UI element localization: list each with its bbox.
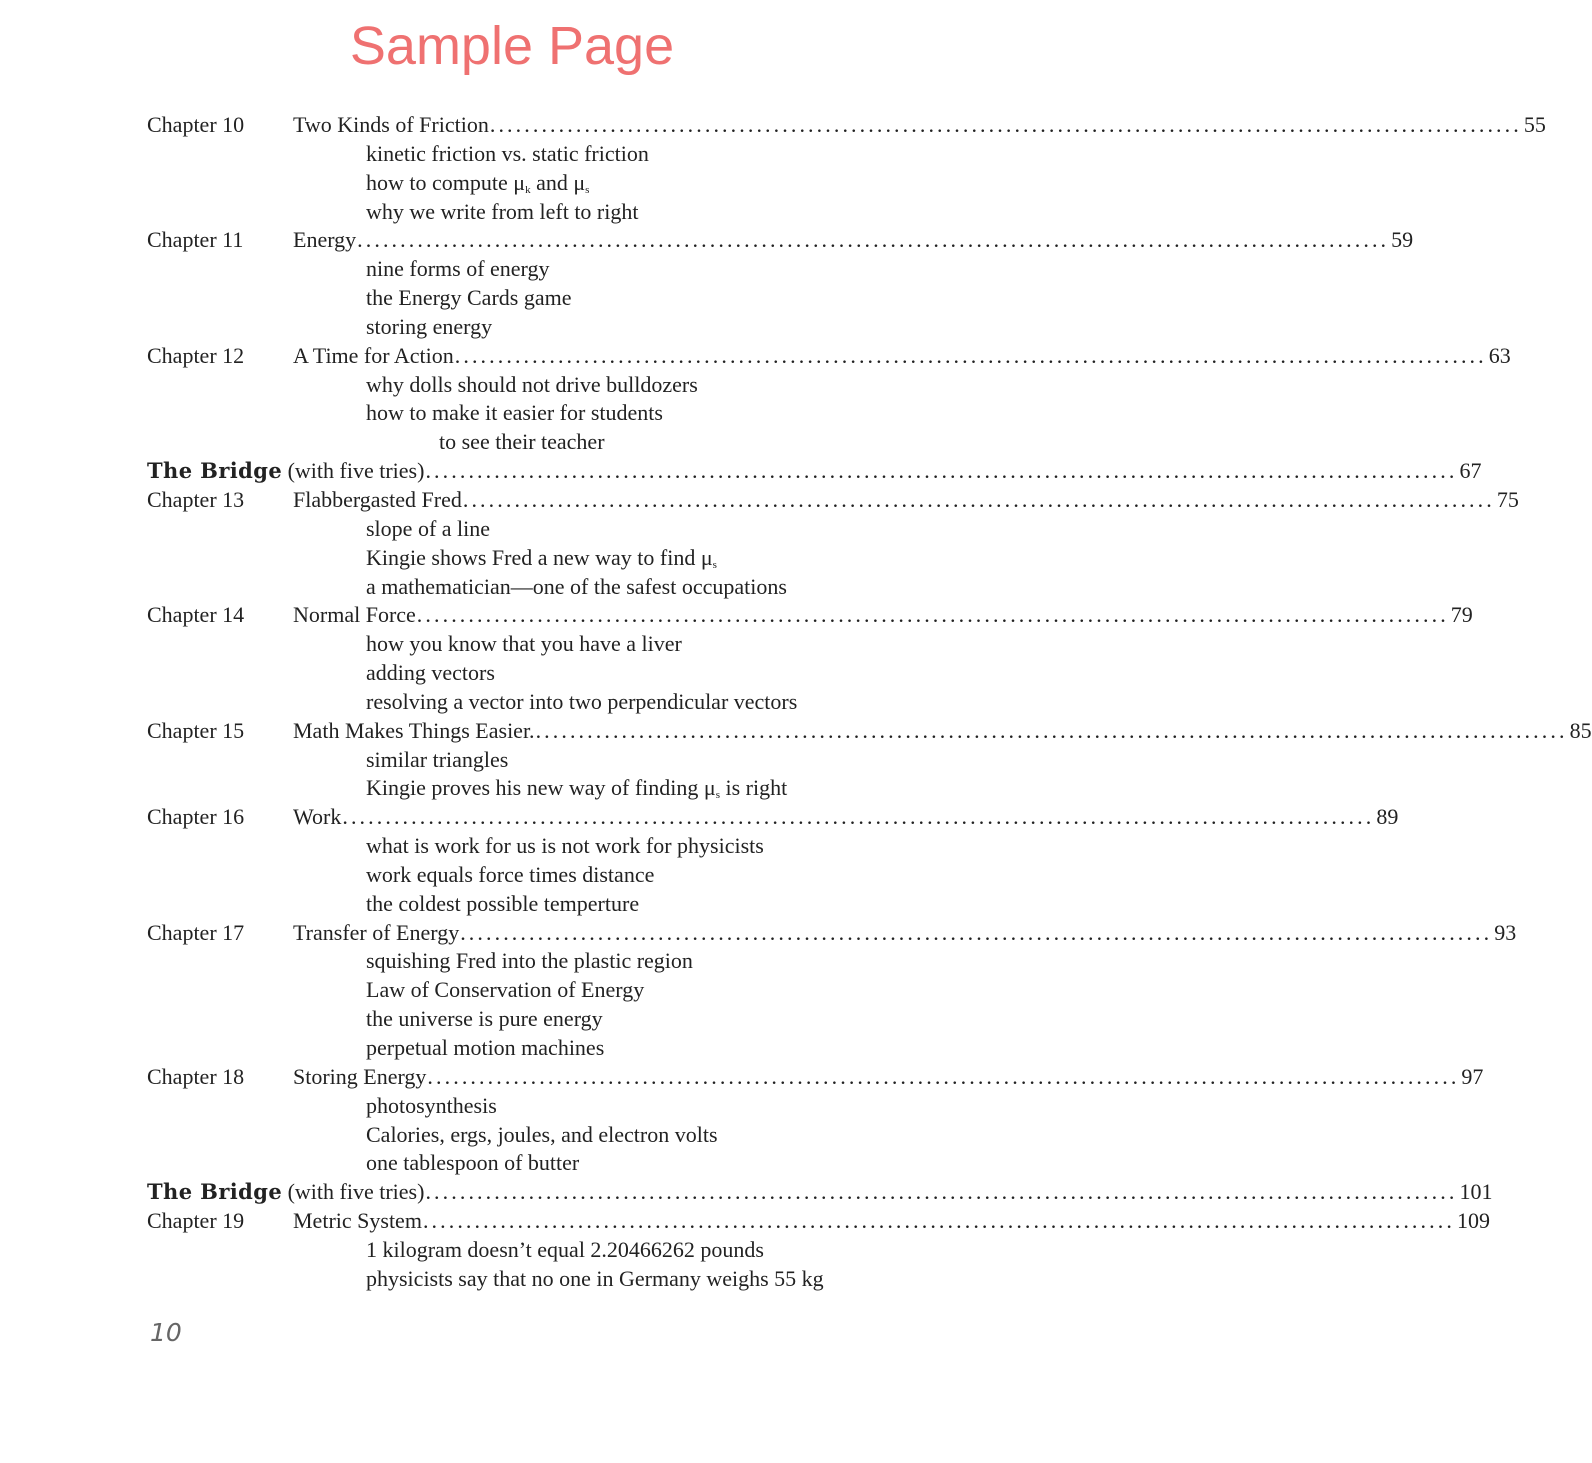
topic — [366, 544, 717, 573]
topic — [366, 774, 787, 803]
dot-leader: ........................................................................................................................ — [462, 486, 1495, 512]
topic-line — [0, 1149, 1024, 1178]
bridge-page-number: 67 — [1459, 458, 1482, 484]
chapter-label: Chapter 13 — [147, 486, 245, 512]
chapter-label: Chapter 10 — [147, 112, 245, 137]
topic: Law of Conservation of Energy — [366, 977, 645, 1003]
topic-line — [0, 169, 1024, 198]
sample-page-watermark: Sample Page — [349, 16, 675, 76]
chapter-page-number: 75 — [1496, 486, 1519, 512]
topic-line — [0, 688, 1024, 717]
chapter-page-number: 59 — [1391, 227, 1414, 253]
topic: nine forms of energy — [366, 256, 550, 282]
toc-entry-chapter-10 — [0, 111, 1546, 140]
topic: 1 kilogram doesn’t equal 2.20466262 pounds — [366, 1236, 764, 1262]
dot-leader: ........................................................................................................................ — [425, 458, 1458, 484]
chapter-page-number: 109 — [1456, 1208, 1490, 1234]
toc-entry-chapter-15 — [0, 717, 1592, 746]
chapter-title: Two Kinds of Friction — [293, 112, 489, 137]
dot-leader: ........................................................................................................................ — [489, 112, 1522, 137]
dot-leader: ........................................................................................................................ — [427, 1063, 1460, 1089]
topic: the Energy Cards game — [366, 285, 572, 311]
topic — [366, 169, 589, 198]
topic: Calories, ergs, joules, and electron volts — [366, 1121, 718, 1147]
topic-line — [0, 947, 1024, 976]
chapter-label: Chapter 14 — [147, 602, 245, 628]
chapter-title: Storing Energy — [293, 1063, 427, 1089]
bridge-heading: The Bridge — [147, 1179, 283, 1205]
topic-line — [0, 774, 1024, 803]
topic-line — [0, 746, 1024, 775]
page-number: 10 — [150, 1318, 182, 1347]
toc-entry-chapter-19 — [0, 1207, 1490, 1236]
topic: work equals force times distance — [366, 861, 655, 887]
topic-line — [0, 255, 1024, 284]
topic: one tablespoon of butter — [366, 1150, 580, 1176]
toc-entry-chapter-11 — [0, 226, 1414, 255]
chapter-title-line — [293, 342, 1511, 371]
chapter-title-line — [293, 111, 1546, 140]
chapter-title-line — [293, 226, 1414, 255]
table-of-contents — [0, 111, 1592, 1294]
chapter-title: Flabbergasted Fred — [293, 486, 462, 512]
topic: the coldest possible temperture — [366, 890, 640, 916]
topic: a mathematician—one of the safest occupations — [366, 573, 787, 599]
topic-line — [0, 140, 1024, 169]
topic-line — [0, 515, 1024, 544]
topic: resolving a vector into two perpendicular vectors — [366, 688, 798, 714]
bridge-title-line — [147, 457, 1482, 486]
chapter-title-line — [293, 1207, 1490, 1236]
toc-entry-chapter-18 — [0, 1063, 1484, 1092]
bridge-subtitle: (with five tries) — [282, 458, 425, 484]
chapter-label: Chapter 11 — [147, 227, 244, 253]
toc-entry-chapter-14 — [0, 601, 1473, 630]
topic-line — [0, 544, 1024, 573]
topic-line — [0, 371, 1024, 400]
dot-leader: ........................................................................................................................ — [357, 227, 1390, 253]
topic-line — [0, 399, 1024, 428]
topic-line — [0, 976, 1024, 1005]
topic: kinetic friction vs. static friction — [366, 140, 649, 166]
topic-line — [0, 313, 1024, 342]
chapter-page-number: 93 — [1494, 919, 1517, 945]
topic: similar triangles — [366, 746, 509, 772]
topic: adding vectors — [366, 660, 495, 686]
toc-entry-chapter-16 — [0, 803, 1399, 832]
topic: slope of a line — [366, 515, 491, 541]
topic: storing energy — [366, 313, 493, 339]
topic: how you know that you have a liver — [366, 631, 682, 657]
topic: why we write from left to right — [366, 198, 639, 224]
topic-text: and μ — [530, 169, 586, 195]
topic-line — [0, 1121, 1024, 1150]
chapter-title: Energy — [293, 227, 357, 253]
toc-entry-the-bridge — [0, 457, 1482, 486]
topic-text: how to compute μ — [366, 169, 526, 195]
dot-leader: ........................................................................................................................ — [535, 717, 1568, 743]
topic: the universe is pure energy — [366, 1006, 603, 1032]
bridge-title-line — [147, 1178, 1493, 1207]
topic: how to make it easier for students — [366, 400, 663, 426]
topic: squishing Fred into the plastic region — [366, 948, 693, 974]
topic: perpetual motion machines — [366, 1035, 605, 1060]
topic: physicists say that no one in Germany weighs 55 kg — [366, 1265, 824, 1291]
chapter-title: Math Makes Things Easier. — [293, 717, 535, 743]
topic-line — [0, 659, 1024, 688]
chapter-title-line — [293, 919, 1517, 948]
topic-line — [0, 1005, 1024, 1034]
topic: what is work for us is not work for physicists — [366, 833, 764, 859]
chapter-title: Transfer of Energy — [293, 919, 460, 945]
topic-line — [0, 630, 1024, 659]
subscript-s: s — [585, 183, 590, 196]
chapter-label: Chapter 12 — [147, 342, 245, 368]
dot-leader: ........................................................................................................................ — [425, 1179, 1458, 1205]
topic-line — [0, 832, 1024, 861]
topic-line — [0, 428, 1024, 457]
chapter-title: Metric System — [293, 1208, 422, 1234]
dot-leader: ........................................................................................................................ — [454, 342, 1487, 368]
toc-entry-the-bridge — [0, 1178, 1493, 1207]
subscript-k: k — [525, 183, 531, 196]
bridge-page-number: 101 — [1459, 1179, 1493, 1205]
bridge-heading: The Bridge — [147, 458, 283, 484]
chapter-page-number: 89 — [1376, 804, 1399, 830]
dot-leader: ........................................................................................................................ — [422, 1208, 1455, 1234]
topic: photosynthesis — [366, 1092, 497, 1118]
chapter-title-line — [293, 601, 1473, 630]
chapter-label: Chapter 15 — [147, 717, 245, 743]
topic-line — [0, 1265, 1024, 1294]
topic-line — [0, 861, 1024, 890]
chapter-title: Normal Force — [293, 602, 416, 628]
topic-text: is right — [719, 775, 788, 801]
topic-line — [0, 284, 1024, 313]
topic-continuation: to see their teacher — [439, 429, 605, 455]
topic-line — [0, 198, 1024, 227]
toc-entry-chapter-17 — [0, 919, 1517, 948]
chapter-title-line — [293, 803, 1399, 832]
chapter-label: Chapter 19 — [147, 1208, 245, 1234]
chapter-label: Chapter 17 — [147, 919, 245, 945]
topic-line — [0, 1034, 1024, 1063]
dot-leader: ........................................................................................................................ — [342, 804, 1375, 830]
topic-line — [0, 890, 1024, 919]
bridge-title — [147, 1178, 424, 1207]
bridge-title — [147, 457, 424, 486]
dot-leader: ........................................................................................................................ — [460, 919, 1493, 945]
topic-text: Kingie proves his new way of finding μ — [366, 775, 716, 801]
dot-leader: ........................................................................................................................ — [416, 602, 1449, 628]
toc-entry-chapter-13 — [0, 486, 1519, 515]
chapter-title-line — [293, 717, 1592, 746]
chapter-label: Chapter 18 — [147, 1063, 245, 1089]
chapter-page-number: 97 — [1461, 1063, 1484, 1089]
chapter-page-number: 63 — [1488, 342, 1511, 368]
topic-line — [0, 1092, 1024, 1121]
chapter-title: A Time for Action — [293, 342, 454, 368]
chapter-page-number: 85 — [1569, 717, 1592, 743]
toc-entry-chapter-12 — [0, 342, 1511, 371]
subscript-s: s — [712, 558, 717, 571]
topic: why dolls should not drive bulldozers — [366, 371, 698, 397]
bridge-subtitle: (with five tries) — [282, 1179, 425, 1205]
subscript-s: s — [715, 789, 720, 802]
chapter-page-number: 79 — [1450, 602, 1473, 628]
chapter-title-line — [293, 1063, 1484, 1092]
chapter-label: Chapter 16 — [147, 804, 245, 830]
chapter-page-number: 55 — [1523, 112, 1546, 137]
chapter-title: Work — [293, 804, 342, 830]
topic-line — [0, 573, 1024, 602]
topic-line — [0, 1236, 1024, 1265]
chapter-title-line — [293, 486, 1519, 515]
topic-text: Kingie shows Fred a new way to find μ — [366, 544, 713, 570]
